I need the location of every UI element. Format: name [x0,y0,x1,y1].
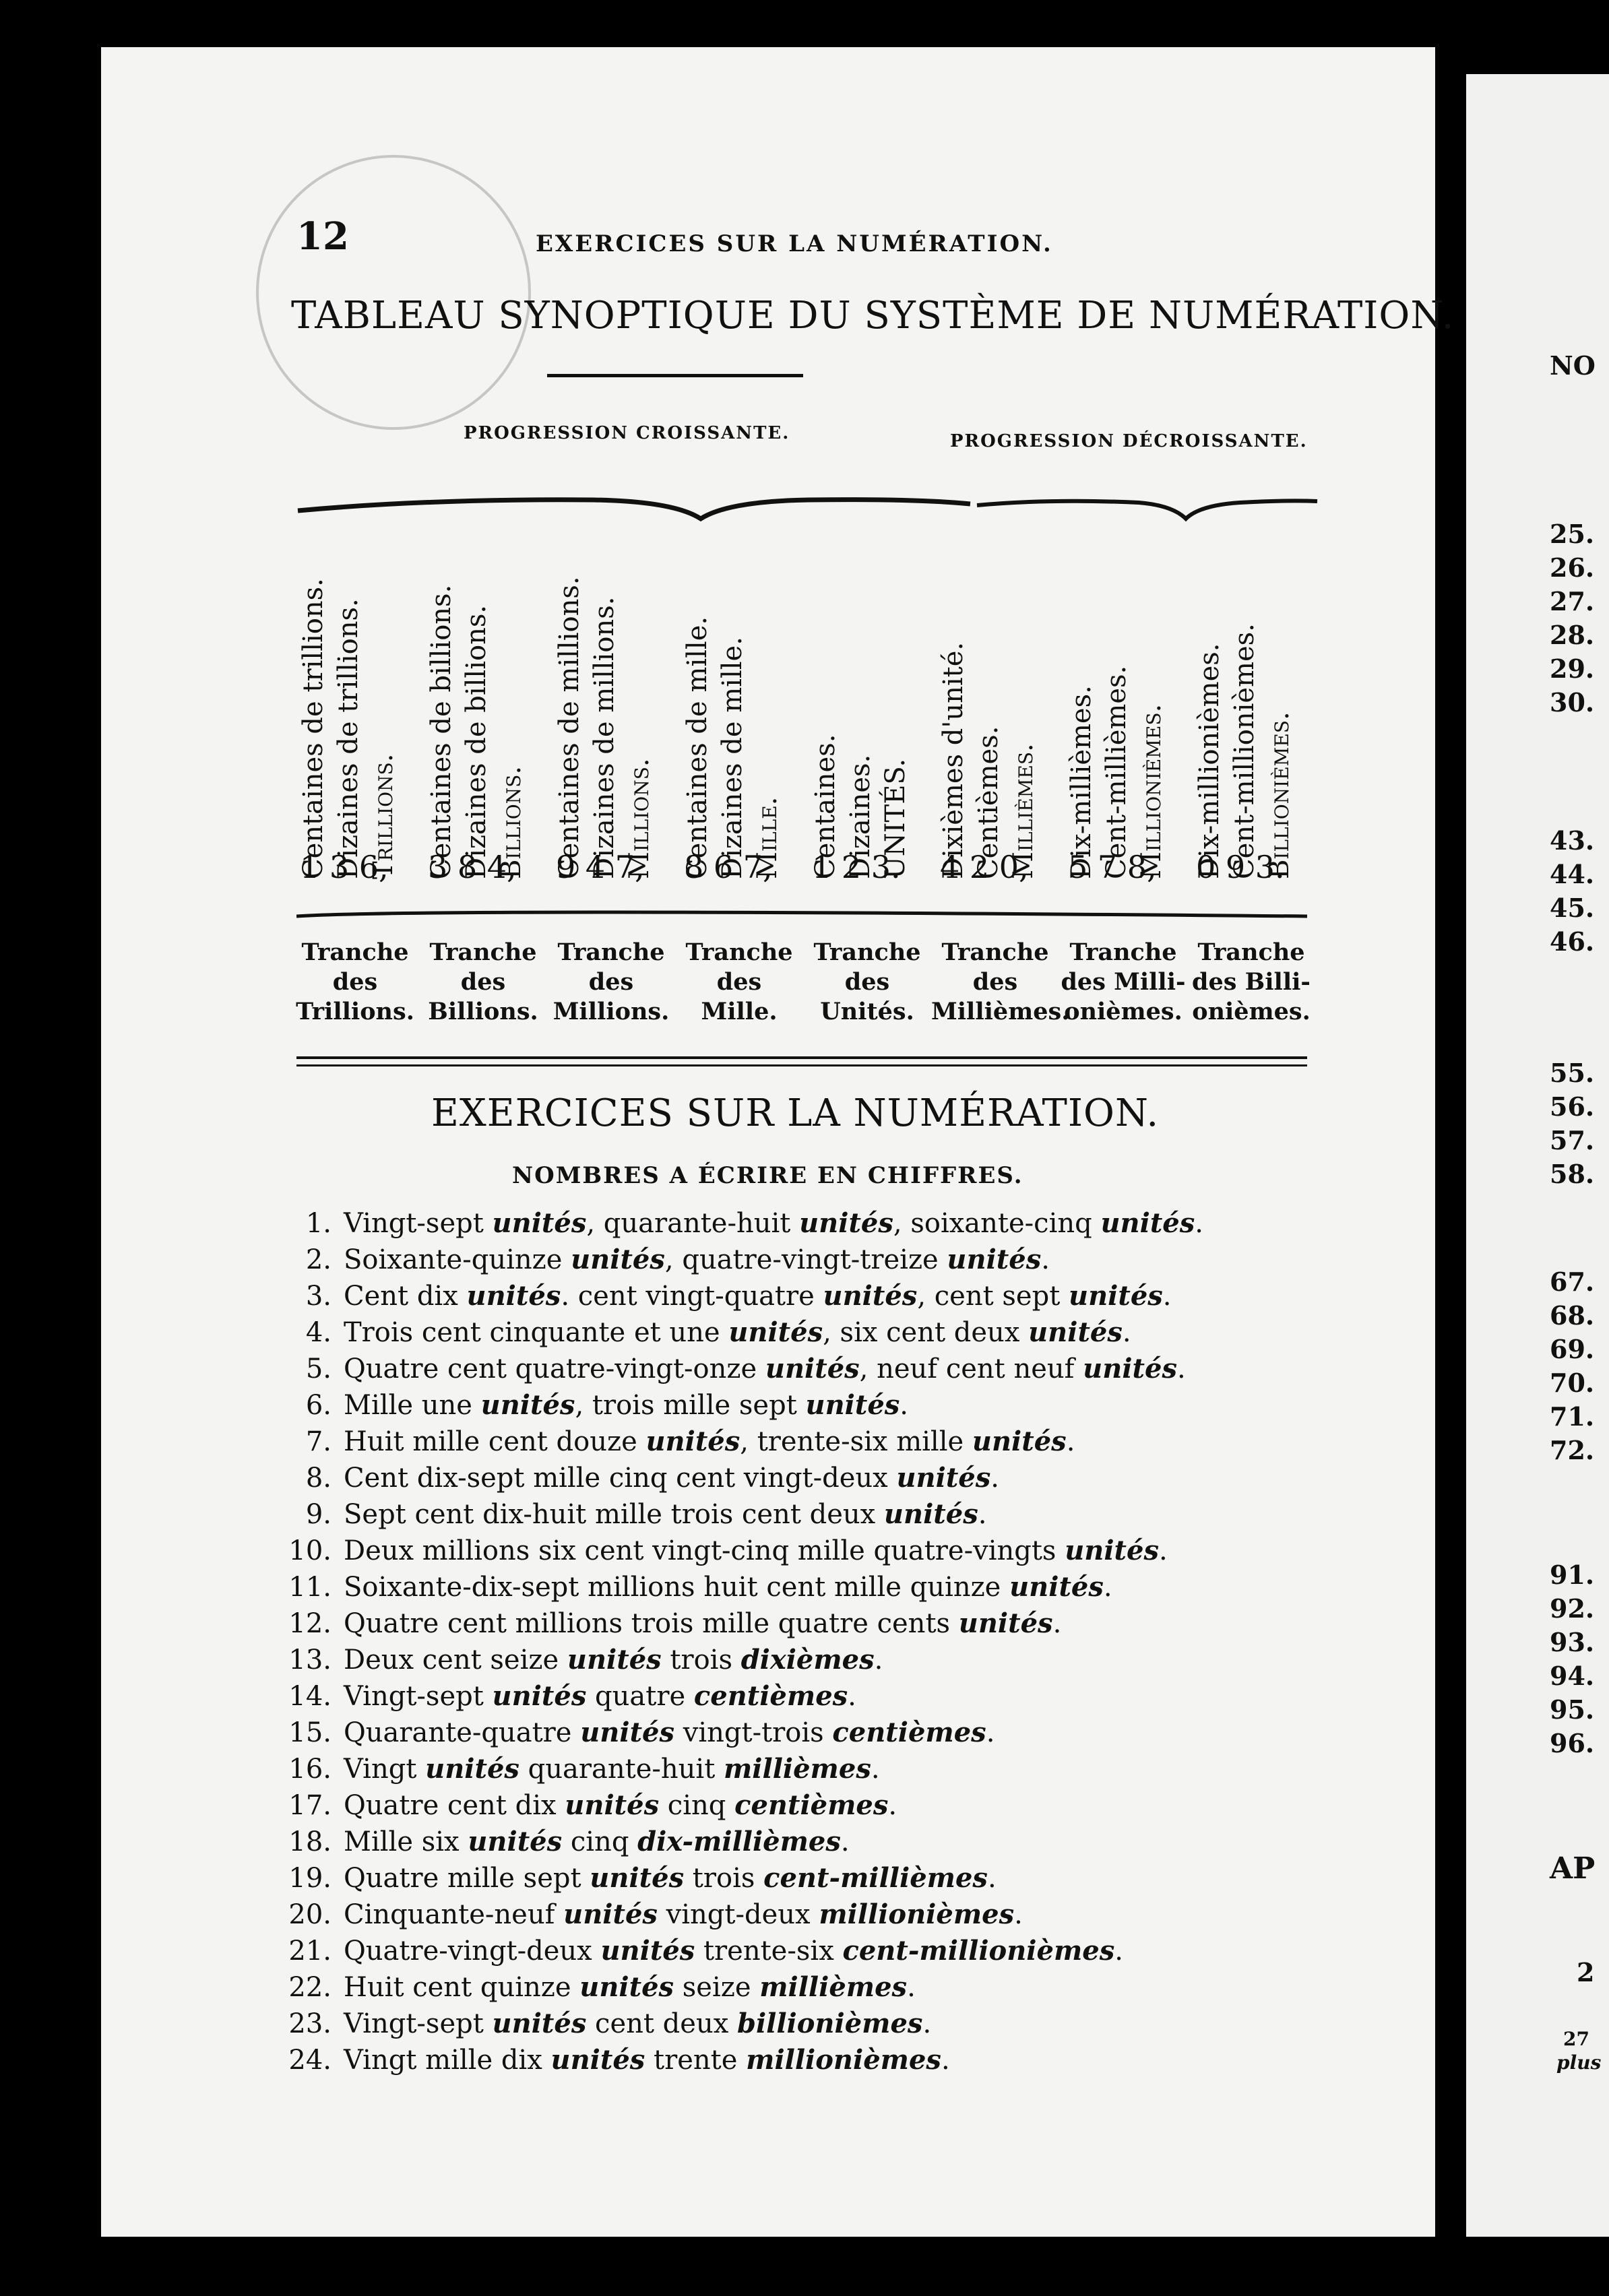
exercise-item [283,1207,1203,1239]
right-page-number: 29. [1550,653,1595,684]
exercise-item [283,1826,850,1857]
exercise-text: Quatre cent millions trois mille quatre cents unités. [344,1607,1062,1639]
right-page-number: 26. [1550,552,1595,583]
exercise-item [283,1571,1112,1603]
column-header: Centaines de millions. [554,576,585,879]
column-header: Centaines. [810,734,841,879]
right-page-number: 56. [1550,1091,1595,1122]
column-header: Cent-millièmes. [1101,665,1132,879]
exercise-item [283,1789,897,1821]
right-page-mark-1: 2 [1577,1957,1595,1987]
exercises-subtitle: NOMBRES A ÉCRIRE EN CHIFFRES. [512,1162,1023,1189]
exercise-text: Quatre cent dix unités cinq centièmes. [344,1789,897,1821]
exercise-number: 24. [288,2045,332,2076]
exercise-number: 23. [288,2008,332,2039]
tranche-label: Tranche des Trillions. [296,938,414,1025]
progression-right: PROGRESSION DÉCROISSANTE. [950,431,1308,451]
exercise-item [283,1607,1061,1639]
right-page-number: 70. [1550,1368,1595,1398]
exercise-item [283,1498,986,1530]
column-header: Dixièmes d'unité. [938,641,969,879]
exercise-item [283,1535,1168,1566]
tranche-label: Tranche des Mille. [685,938,793,1025]
exercise-number: 12. [288,1608,332,1639]
exercise-text: Mille une unités, trois mille sept unités. [344,1389,909,1421]
exercise-number: 11. [288,1572,332,1603]
exercise-number: 10. [288,1535,332,1566]
library-stamp [256,155,531,430]
exercise-item [283,1971,916,2003]
right-page-heading: NO [1550,350,1596,381]
exercise-text: Deux cent seize unités trois dixièmes. [344,1644,883,1676]
column-header: Billionièmes. [1264,711,1295,879]
exercise-text: Quarante-quatre unités vingt-trois centièmes. [344,1717,995,1748]
exercise-number: 3. [305,1281,332,1312]
exercise-item [283,1753,880,1785]
exercise-text: Quatre mille sept unités trois cent-millièmes. [344,1862,997,1894]
right-page-number: 43. [1550,825,1595,856]
tranche-label: Tranche des Billi-onièmes. [1192,938,1311,1025]
tranche-label: Tranche des Millions. [553,938,670,1025]
tranche-label: Tranche des Unités. [813,938,921,1025]
column-header: Dizaines de billions. [461,604,492,879]
exercise-number: 9. [305,1499,332,1530]
digit-group: 3 8 4, [428,849,517,885]
column-header: Cent-millionièmes. [1229,623,1260,879]
exercise-number: 19. [288,1863,332,1894]
right-page-number: 44. [1550,859,1595,889]
exercise-number: 1. [305,1208,332,1239]
exercise-item [283,1389,908,1421]
exercise-item [283,1899,1023,1930]
section-rule-1 [296,1056,1307,1059]
digit-group: 1 2 3. [812,849,901,885]
digit-group: 0 9 3. [1196,849,1285,885]
right-page-number: 93. [1550,1627,1595,1657]
right-page-number: 91. [1550,1560,1595,1590]
exercise-number: 18. [288,1826,332,1857]
right-page-footer-heading: AP [1550,1851,1596,1886]
tranche-label: Tranche des Millièmes. [931,938,1070,1025]
right-page-number: 46. [1550,926,1595,957]
exercise-number: 15. [288,1717,332,1748]
exercise-item [283,1862,997,1894]
exercise-number: 14. [288,1681,332,1712]
digit-group: 9 4 7, [556,849,645,885]
exercise-text: Huit cent quinze unités seize millièmes. [344,1971,916,2003]
exercise-number: 2. [305,1244,332,1275]
exercise-number: 4. [305,1317,332,1348]
column-header: Trillions. [368,753,399,879]
exercise-text: Mille six unités cinq dix-millièmes. [344,1826,850,1857]
digit-group: 5 7 8, [1068,849,1157,885]
column-header: Centaines de billions. [426,584,457,879]
exercise-item [283,1280,1172,1312]
exercises-title: EXERCICES SUR LA NUMÉRATION. [431,1091,1160,1135]
exercise-number: 22. [288,1972,332,2003]
exercise-number: 13. [288,1645,332,1676]
exercise-text: Cent dix-sept mille cinq cent vingt-deux unités. [344,1462,999,1494]
page-number: 12 [296,214,349,259]
right-page-number: 58. [1550,1159,1595,1189]
exercise-item [283,1316,1131,1348]
section-rule-2 [296,1064,1307,1066]
table-title: TABLEAU SYNOPTIQUE DU SYSTÈME DE NUMÉRATION. [291,294,1455,338]
exercise-number: 20. [288,1899,332,1930]
right-page-number: 96. [1550,1728,1595,1758]
column-header: Dizaines. [845,754,876,879]
column-header: Dix-millièmes. [1066,685,1097,879]
exercise-number: 21. [288,1936,332,1967]
right-page-number: 27. [1550,586,1595,616]
digit-group: 8 6 7, [684,849,773,885]
tranche-label: Tranche des Milli-onièmes. [1061,938,1186,1025]
exercise-text: Trois cent cinquante et une unités, six cent deux unités. [344,1316,1131,1348]
right-page-number: 45. [1550,893,1595,923]
exercise-number: 5. [305,1353,332,1384]
tranche-label: Tranche des Billions. [428,938,538,1025]
exercise-text: Vingt-sept unités, quarante-huit unités, soixante-cinq unités. [344,1207,1203,1239]
column-header: Centaines de trillions. [298,578,329,879]
right-page-number: 68. [1550,1300,1595,1331]
right-page-number: 25. [1550,519,1595,549]
tranche-braces [296,896,1307,936]
exercise-text: Vingt unités quarante-huit millièmes. [344,1753,880,1785]
column-header: Dix-millionièmes. [1194,643,1225,879]
title-rule [547,374,803,377]
exercise-text: Vingt mille dix unités trente millionièmes. [344,2044,950,2076]
exercise-text: Soixante-dix-sept millions huit cent mille quinze unités. [344,1571,1112,1603]
column-header: Mille. [752,796,783,879]
exercise-item [283,2008,931,2039]
column-header: Dizaines de trillions. [333,598,364,879]
right-page-number: 95. [1550,1694,1595,1725]
column-header: UNITÉS. [880,758,911,879]
progression-left: PROGRESSION CROISSANTE. [464,423,790,443]
exercise-text: Cinquante-neuf unités vingt-deux millionièmes. [344,1899,1023,1930]
exercise-item [283,1717,995,1748]
column-header: Dizaines de millions. [589,596,620,879]
right-page [1466,74,1609,2237]
digit-group: 4 2 0, [940,849,1029,885]
right-page-number: 92. [1550,1593,1595,1624]
page-gutter [1435,0,1466,2296]
column-header: Centièmes. [973,726,1004,879]
right-page-number: 57. [1550,1125,1595,1155]
column-header: Dizaines de mille. [717,637,748,879]
exercise-number: 8. [305,1463,332,1494]
exercise-item [283,1353,1186,1384]
progression-brace [296,472,1321,525]
exercise-item [283,1462,999,1494]
right-page-mark-3: plus [1556,2051,1602,2074]
right-page-number: 30. [1550,687,1595,718]
exercise-item [283,1935,1123,1967]
exercise-item [283,1644,883,1676]
exercise-text: Deux millions six cent vingt-cinq mille quatre-vingts unités. [344,1535,1168,1566]
column-header: Millions. [624,758,655,879]
exercise-item [283,2044,950,2076]
exercise-text: Quatre cent quatre-vingt-onze unités, neuf cent neuf unités. [344,1353,1186,1384]
column-header: Millionièmes. [1136,703,1167,879]
exercise-text: Cent dix unités. cent vingt-quatre unités, cent sept unités. [344,1280,1172,1312]
right-page-number: 55. [1550,1058,1595,1088]
right-page-number: 72. [1550,1435,1595,1465]
exercise-text: Quatre-vingt-deux unités trente-six cent-millionièmes. [344,1935,1123,1967]
right-page-number: 94. [1550,1661,1595,1691]
column-header: Billions. [496,765,527,879]
exercise-text: Vingt-sept unités quatre centièmes. [344,1680,856,1712]
exercise-item [283,1426,1075,1457]
right-page-number: 67. [1550,1267,1595,1297]
exercise-number: 17. [288,1790,332,1821]
right-page-number: 71. [1550,1401,1595,1432]
exercise-item [283,1244,1050,1275]
right-page-number: 69. [1550,1334,1595,1364]
column-header: Centaines de mille. [682,616,713,879]
exercise-number: 6. [305,1390,332,1421]
column-header: Millièmes. [1008,743,1039,879]
exercise-text: Soixante-quinze unités, quatre-vingt-treize unités. [344,1244,1050,1275]
right-page-mark-2: 27 [1563,2028,1589,2050]
right-page-number: 28. [1550,620,1595,650]
exercise-text: Huit mille cent douze unités, trente-six mille unités. [344,1426,1075,1457]
exercise-text: Sept cent dix-huit mille trois cent deux unités. [344,1498,987,1530]
exercise-number: 16. [288,1754,332,1785]
digit-group: 1 3 6, [300,849,389,885]
running-title: EXERCICES SUR LA NUMÉRATION. [536,230,1053,257]
exercise-item [283,1680,856,1712]
exercise-text: Vingt-sept unités cent deux billionièmes. [344,2008,932,2039]
exercise-number: 7. [305,1426,332,1457]
